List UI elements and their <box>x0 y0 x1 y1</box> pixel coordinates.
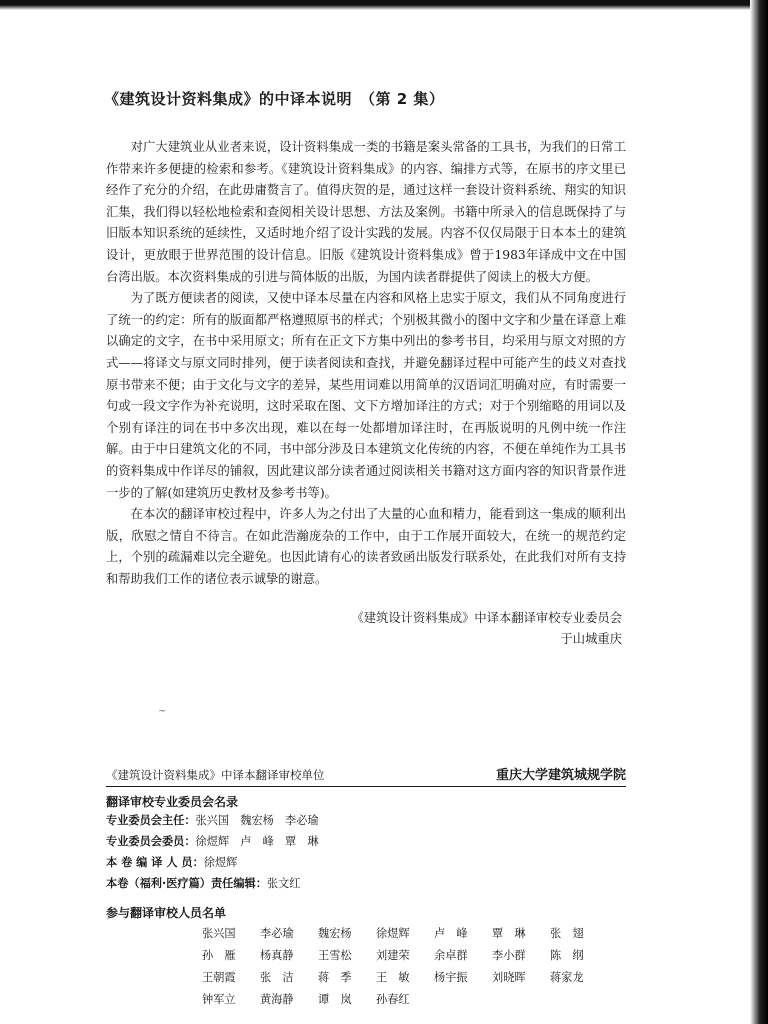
participant-name: 卢 峰 <box>434 927 468 940</box>
translator-names: 徐煜辉 <box>203 856 238 869</box>
review-unit-label: 《建筑设计资料集成》中译本翻译审校单位 <box>106 768 325 782</box>
participant-name: 魏宏杨 <box>318 927 352 940</box>
signature-org: 《建筑设计资料集成》中译本翻译审校专业委员会 <box>351 611 622 626</box>
participant-name: 杨宇振 <box>434 971 468 984</box>
participant-name: 王雪松 <box>318 949 352 962</box>
stray-mark: ~ <box>158 706 167 717</box>
credits-section <box>106 764 626 1011</box>
school-name: 重庆大学建筑城规学院 <box>495 768 626 783</box>
signature-place: 于山城重庆 <box>560 632 622 647</box>
scan-right-edge <box>750 0 768 1024</box>
scan-top-edge <box>0 0 768 10</box>
committee-director-line <box>106 810 626 831</box>
participants-title: 参与翻译审校人员名单 <box>106 906 227 920</box>
paragraph-1: 对广大建筑业从业者来说，设计资料集成一类的书籍是案头常备的工具书，为我们的日常工作带来许多便捷的检索和参考。《建筑设计资料集成》的内容、编排方式等，在原书的序文里已经作了充分的介绍，在此毋庸赘言了。值得庆贺的是，通过这样一套设计资料系统、翔实的知识汇集，我们得以轻松地检索和查阅相关设计思想、方法及案例。书籍中所录入的信息既保持了与旧版本知识系统的延续性，又适时地介绍了设计实践的发展。内容不仅仅局限于日本本土的建筑设计，更放眼于世界范围的设计信息。旧版《建筑设计资料集成》曾于1983年译成中文在中国台湾出版。本次资料集成的引进与简体版的出版，为国内读者群提供了阅读上的极大方便。 <box>106 140 626 284</box>
participant-name: 李必瑜 <box>260 927 294 940</box>
participant-name: 蒋 季 <box>318 971 352 984</box>
participant-name: 谭 岚 <box>318 993 352 1006</box>
signature-block <box>106 608 626 650</box>
participant-name: 黄海静 <box>260 993 294 1006</box>
committee-members-label: 专业委员会委员： <box>106 835 196 848</box>
committee-director-names: 张兴国 魏宏杨 李必瑜 <box>195 814 319 827</box>
participant-name: 覃 琳 <box>492 927 526 940</box>
participant-name: 王 敏 <box>376 971 410 984</box>
participant-name: 张 翅 <box>550 927 584 940</box>
paragraph-3: 在本次的翻译审校过程中，许多人为之付出了大量的心血和精力，能看到这一集成的顺利出版，欣慰之情自不待言。在如此浩瀚庞杂的工作中，由于工作展开面较大，在统一的规范约定上，个别的疏漏难以完全避免。也因此请有心的读者致函出版发行联系处，在此我们对所有支持和帮助我们工作的诸位表示诚挚的谢意。 <box>106 507 626 586</box>
participant-name: 刘晓晖 <box>492 971 526 984</box>
participant-name: 杨真静 <box>260 949 294 962</box>
participant-name: 李小群 <box>492 949 526 962</box>
participant-name: 余卓群 <box>434 949 468 962</box>
paragraph-2: 为了既方便读者的阅读，又使中译本尽量在内容和风格上忠实于原文，我们从不同角度进行了统一的约定：所有的版面都严格遵照原书的样式；个别极其微小的图中文字和少量在译意上难以确定的文字，在书中采用原文；所有在正文下方集中列出的参考书目，均采用与原文对照的方式——将译文与原文同时排列，便于读者阅读和查找，并避免翻译过程中可能产生的歧义对查找原书带来不便；由于文化与文字的差异，某些用词难以用简单的汉语词汇明确对应，有时需要一句或一段文字作为补充说明，这时采取在图、文下方增加译注的方式；对于个别缩略的用词以及个别有译注的词在书中多次出现，难以在每一处都增加译注时，在再版说明的凡例中统一作注解。由于中日建筑文化的不同，书中部分涉及日本建筑文化传统的内容，不便在单纯作为工具书的资料集成中作详尽的铺叙，因此建议部分读者通过阅读相关书籍对这方面内容的知识背景作进一步的了解(如建筑历史教材及参考书等)。 <box>106 291 626 500</box>
committee-members-names: 徐煜辉 卢 峰 覃 琳 <box>195 835 319 848</box>
participant-name: 刘建荣 <box>376 949 410 962</box>
committee-director-label: 专业委员会主任： <box>106 814 196 827</box>
translator-label: 本 卷 编 译 人 员： <box>106 856 204 869</box>
page-title: 《建筑设计资料集成》的中译本说明 （第 2 集） <box>104 90 445 108</box>
participant-name: 王朝霞 <box>202 971 236 984</box>
preface-section <box>106 88 626 650</box>
participant-name: 张 洁 <box>260 971 294 984</box>
participant-name: 蒋家龙 <box>550 971 584 984</box>
editor-names: 张文红 <box>266 877 301 890</box>
participant-name: 钟军立 <box>202 993 236 1006</box>
participants-list <box>202 923 626 1011</box>
editor-line <box>106 873 626 894</box>
committee-members-line <box>106 831 626 852</box>
translator-line <box>106 852 626 873</box>
credits-header <box>106 764 626 787</box>
participant-name: 孙春红 <box>376 993 410 1006</box>
participant-name: 孙 雁 <box>202 949 236 962</box>
participant-name: 张兴国 <box>202 927 236 940</box>
committee-title: 翻译审校专业委员会名录 <box>106 795 239 809</box>
participant-name: 陈 纲 <box>550 949 584 962</box>
participant-name: 徐煜辉 <box>376 927 410 940</box>
editor-label: 本卷（福利·医疗篇）责任编辑： <box>106 877 267 890</box>
